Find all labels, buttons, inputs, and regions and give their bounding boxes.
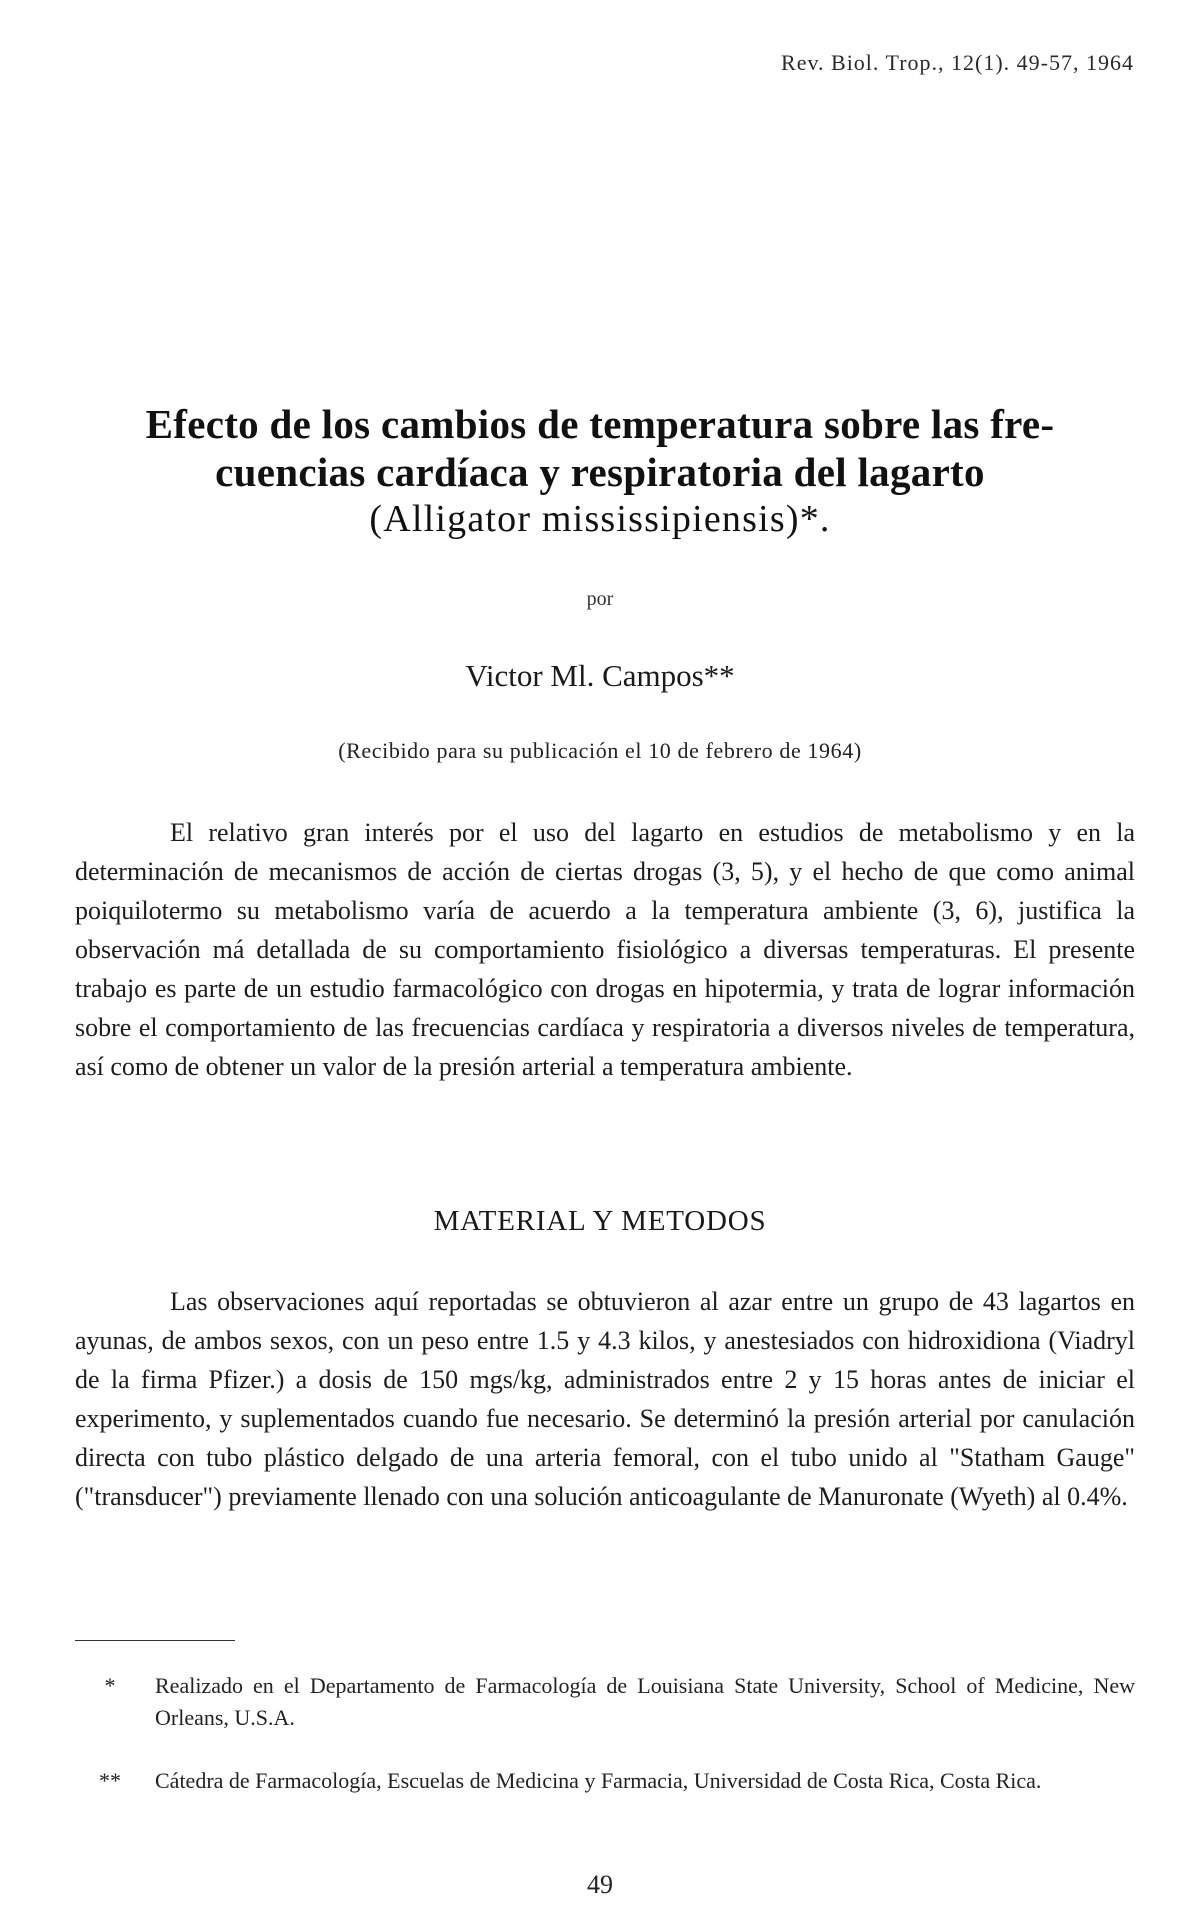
footnote-text: Realizado en el Departamento de Farmacología de Louisiana State University, School of Medicine, New Orleans, U.S.A. bbox=[155, 1673, 1135, 1730]
footnote bbox=[75, 1765, 1135, 1797]
journal-reference: Rev. Biol. Trop., 12(1). 49-57, 1964 bbox=[781, 50, 1134, 75]
received-date: (Recibido para su publicación el 10 de febrero de 1964) bbox=[338, 738, 862, 763]
footnote-mark: * bbox=[104, 1673, 116, 1698]
title-species: (Alligator mississipiensis)*. bbox=[369, 498, 831, 540]
footnote-divider bbox=[75, 1640, 235, 1641]
footnote-mark: ** bbox=[99, 1768, 121, 1793]
footnote bbox=[75, 1670, 1135, 1734]
page-number: 49 bbox=[587, 1870, 613, 1899]
author-name: Victor Ml. Campos** bbox=[465, 658, 735, 693]
intro-paragraph: El relativo gran interés por el uso del lagarto en estudios de metabolismo y en la determinación de mecanismos de acción de ciertas drogas (3, 5), y el hecho de que como animal poiquilotermo su metabolismo varía de acuerdo a la temperatura ambiente (3, 6), justifica la observación má detallada de su comportamiento fisiológico a diversas temperaturas. El presente trabajo es parte de un estudio farmacológico con drogas en hipotermia, y trata de lograr información sobre el comportamiento de las frecuencias cardíaca y respiratoria a diversos niveles de temperatura, así como de obtener un valor de la presión arterial a temperatura ambiente. bbox=[75, 818, 1135, 1081]
title-line-2: cuencias cardíaca y respiratoria del lagarto bbox=[215, 449, 985, 495]
by-line: por bbox=[586, 588, 614, 610]
title-line-1: Efecto de los cambios de temperatura sobre las fre- bbox=[145, 401, 1055, 447]
section-heading: MATERIAL Y METODOS bbox=[433, 1205, 767, 1237]
methods-paragraph: Las observaciones aquí reportadas se obtuvieron al azar entre un grupo de 43 lagartos en ayunas, de ambos sexos, con un peso entre 1.5 y 4.3 kilos, y anestesiados con hidroxidiona (Viadryl de la firma Pfizer.) a dosis de 150 mgs/kg, administrados entre 2 y 15 horas antes de iniciar el experimento, y suplementados cuando fue necesario. Se determinó la presión arterial por canulación directa con tubo plástico delgado de una arteria femoral, con el tubo unido al "Statham Gauge" ("transducer") previamente llenado con una solución anticoagulante de Manuronate (Wyeth) al 0.4%. bbox=[75, 1287, 1135, 1511]
article-title bbox=[60, 400, 1140, 542]
footnote-text: Cátedra de Farmacología, Escuelas de Medicina y Farmacia, Universidad de Costa Rica, Costa Rica. bbox=[155, 1768, 1042, 1793]
